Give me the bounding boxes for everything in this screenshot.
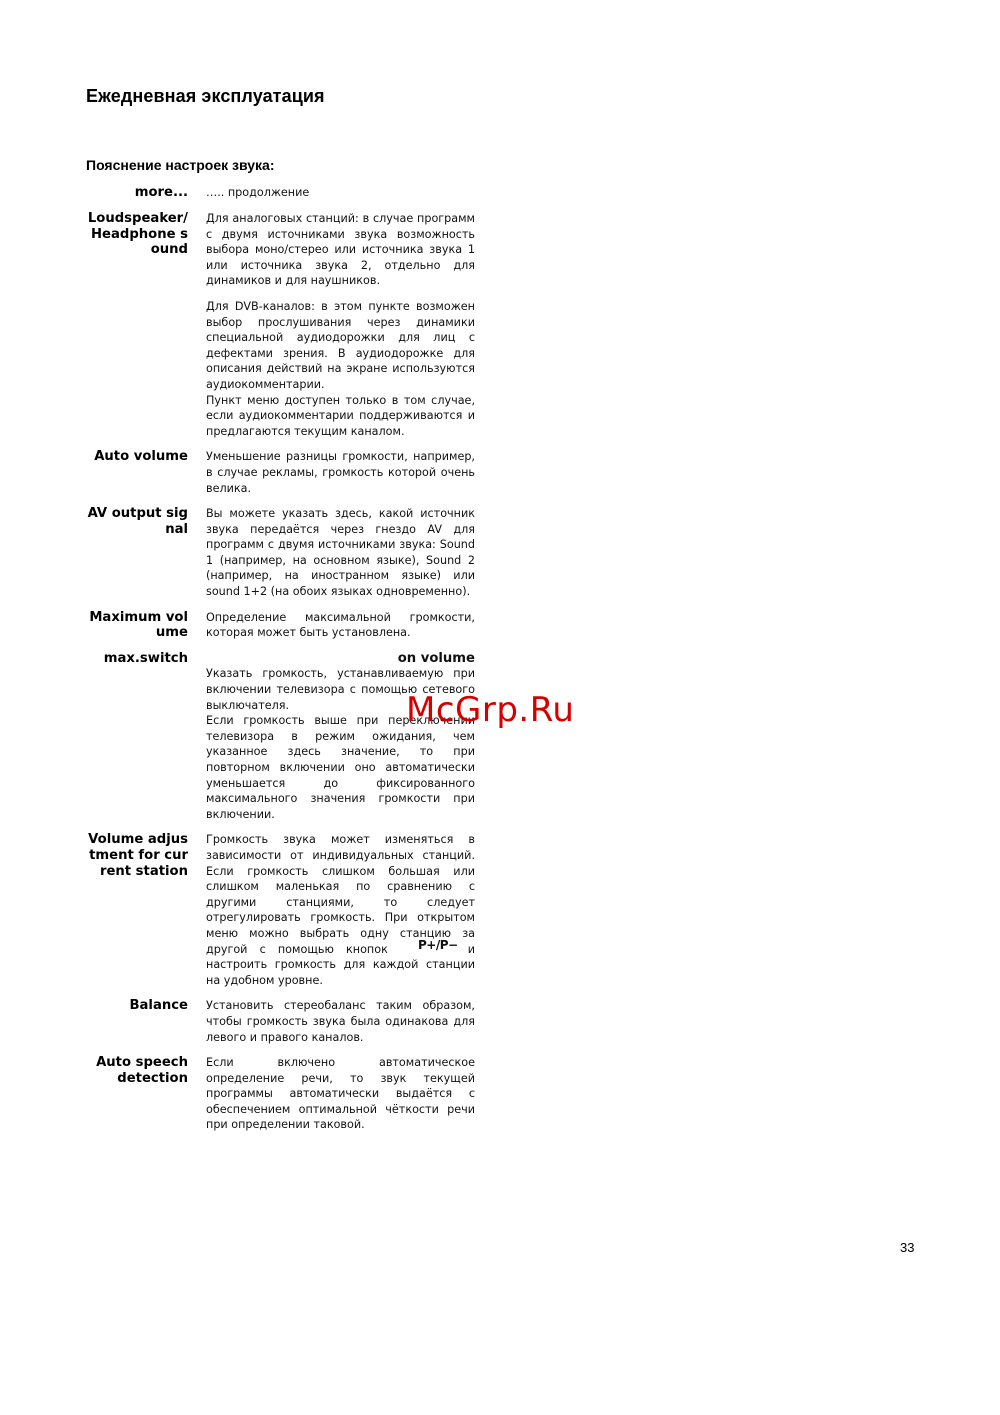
entry-max-switch-on-volume — [0, 651, 1000, 823]
entry-volume-adjustment — [0, 832, 1000, 988]
description-paragraph: Для DVB-каналов: в этом пункте возможен выбор прослушивания через динамики специальной аудиодорожки для лиц с дефектами зрения. В аудиодорожке для описания действий на экране используются аудиокомментарии. — [206, 299, 475, 391]
entry-term: more... — [134, 185, 188, 200]
entry-description — [206, 211, 475, 439]
page-number: 33 — [900, 1240, 915, 1255]
entry-term: Auto volume — [94, 449, 188, 465]
settings-list — [0, 185, 1000, 1133]
entry-term: AV output signal — [87, 506, 188, 537]
entry-description: Уменьшение разницы громкости, например, в случае рекламы, громкость которой очень велика. — [206, 450, 475, 495]
entry-more — [0, 185, 1000, 211]
entry-term: Volume adjustment for current station — [88, 832, 188, 879]
page-title: Ежедневная эксплуатация — [86, 86, 325, 106]
entry-auto-speech-detection — [0, 1055, 1000, 1133]
description-paragraph: Для аналоговых станций: в случае программ с двумя источниками звука возможность выбора моно/стерео или источника звука 1 или источника звука 2, отдельно для динамиков и для наушников. — [206, 212, 475, 288]
entry-av-output-signal — [0, 506, 1000, 600]
entry-description: Установить стереобаланс таким образом, чтобы громкость звука была одинакова для левого и правого каналов. — [206, 999, 475, 1044]
description-text: Громкость звука может изменяться в зависимости от индивидуальных станций. Если громкость слишком большая или слишком маленькая по сравнению с другими станциями, то следует отрегулировать громкость. При открытом меню можно выбрать одну станцию за другой с помощью кнопок — [206, 833, 475, 956]
entry-description — [206, 832, 475, 988]
entry-term: Auto speech detection — [96, 1055, 188, 1086]
entry-term: max.switch — [103, 650, 188, 666]
section-subtitle: Пояснение настроек звука: — [86, 157, 275, 173]
entry-maximum-volume — [0, 610, 1000, 641]
program-up-down-button-icon: P+/P− — [417, 937, 458, 952]
entry-balance — [0, 998, 1000, 1045]
entry-description: Вы можете указать здесь, какой источник звука передаётся через гнездо AV для программ с двумя источниками звука: Sound 1 (например, на основном языке), Sound 2 (например, на иностранном языке) или sound 1+2 (на обоих языках одновременно). — [206, 507, 475, 599]
entry-description: Определение максимальной громкости, которая может быть установлена. — [206, 610, 475, 640]
entry-description: ….. продолжение — [206, 186, 310, 199]
entry-description — [206, 651, 475, 823]
entry-auto-volume — [0, 449, 1000, 496]
entry-term: Maximum volume — [89, 609, 188, 641]
entry-term: Loudspeaker/ Headphone sound — [87, 211, 188, 258]
description-paragraph: Указать громкость, устанавливаемую при включении телевизора с помощью сетевого выключателя. — [206, 667, 475, 712]
entry-subheading: on volume — [397, 650, 475, 666]
description-paragraph: Пункт меню доступен только в том случае, если аудиокомментарии поддерживаются и предлагаются текущим каналом. — [206, 393, 475, 438]
entry-loudspeaker — [0, 211, 1000, 439]
entry-term: Balance — [129, 998, 188, 1014]
entry-description: Если включено автоматическое определение речи, то звук текущей программы автоматически выдаётся с обеспечением оптимальной чёткости речи при определении таковой. — [206, 1056, 475, 1132]
description-paragraph: Если громкость выше при переключении телевизора в режим ожидания, чем указанное здесь значение, то при повторном включении оно автоматически уменьшается до фиксированного максимального значения громкости при включении. — [206, 714, 475, 821]
description-text: и настроить громкость для каждой станции на удобном уровне. — [206, 942, 475, 987]
watermark: McGrp.Ru — [406, 690, 575, 730]
